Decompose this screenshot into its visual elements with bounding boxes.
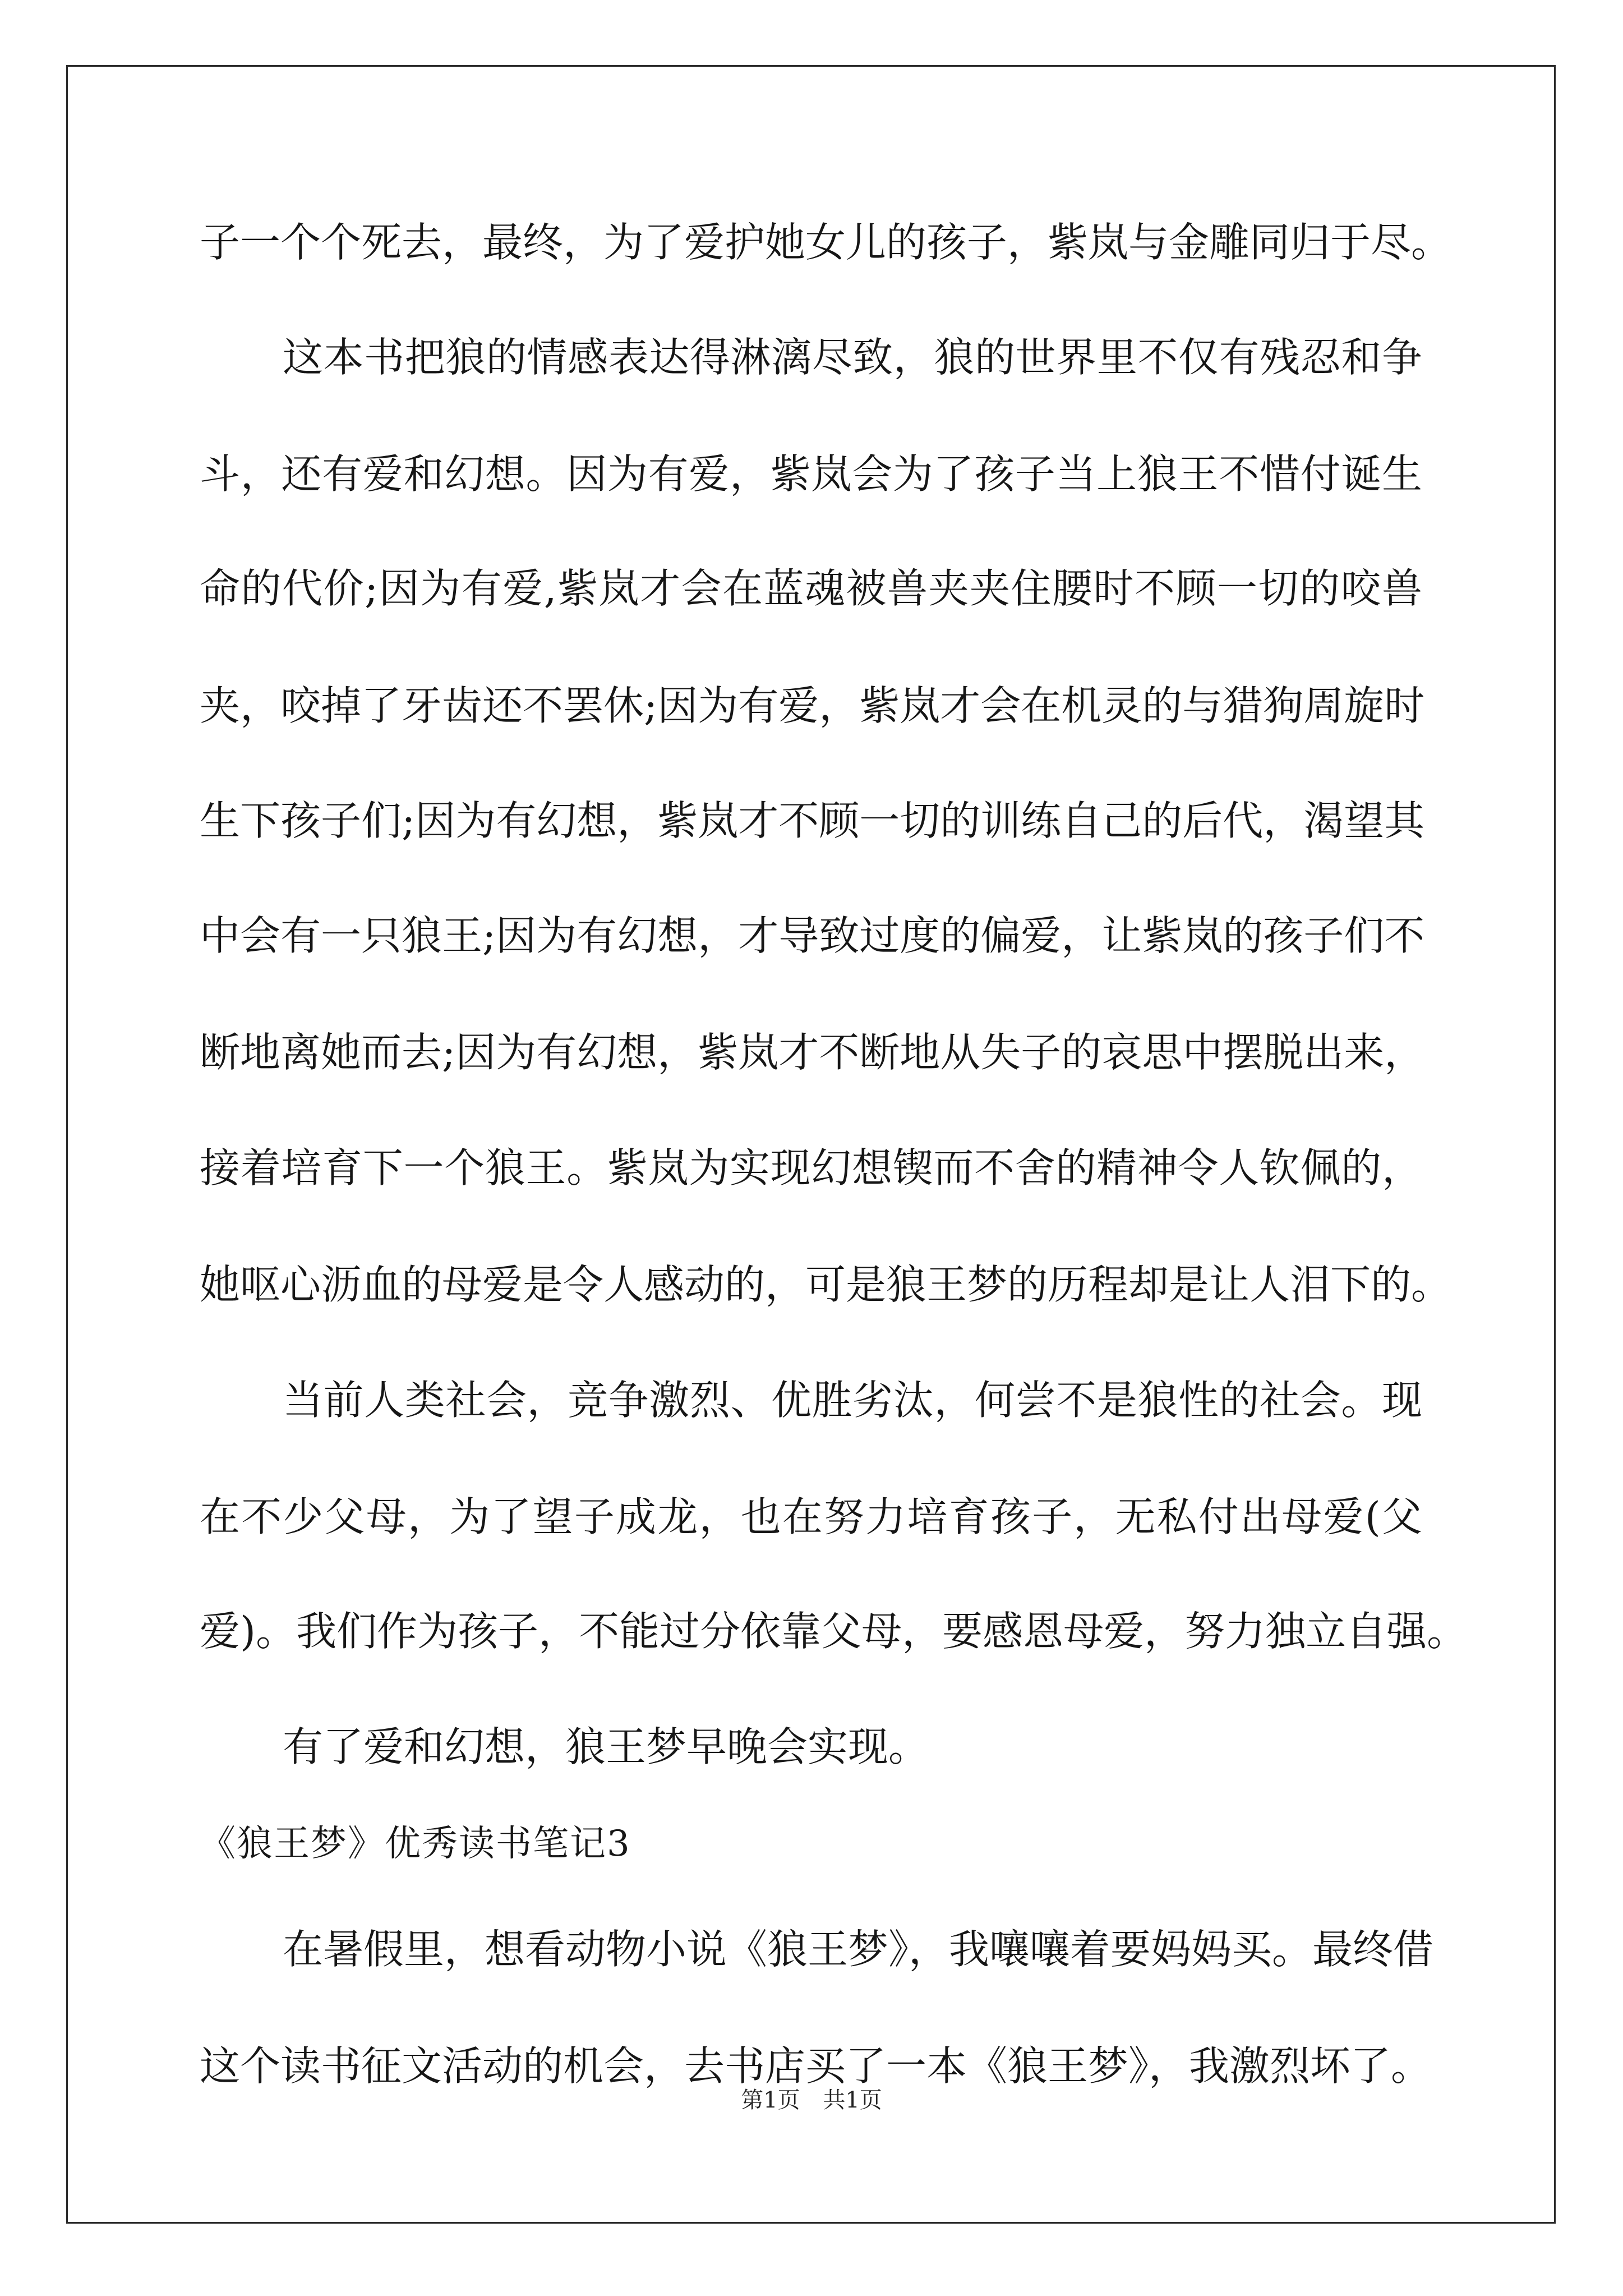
body-line-9: 接着培育下一个狼王。紫岚为实现幻想锲而不舍的精神令人钦佩的， (200, 1144, 1422, 1191)
page-total: 共1页 (823, 2087, 882, 2113)
body-line-2: 这本书把狼的情感表达得淋漓尽致，狼的世界里不仅有残忍和争 (283, 334, 1422, 381)
body-line-4: 命的代价;因为有爱,紫岚才会在蓝魂被兽夹夹住腰时不顾一切的咬兽 (200, 565, 1422, 612)
body-line-16: 这个读书征文活动的机会，去书店买了一本《狼王梦》，我激烈坏了。 (200, 2042, 1432, 2090)
body-line-5: 夹，咬掉了牙齿还不罢休;因为有爱，紫岚才会在机灵的与猎狗周旋时 (200, 682, 1425, 729)
body-line-8: 断地离她而去;因为有幻想，紫岚才不断地从失子的哀思中摆脱出来， (200, 1029, 1425, 1076)
section-heading: 《狼王梦》优秀读书笔记3 (200, 1823, 631, 1865)
body-line-11: 当前人类社会，竞争激烈、优胜劣汰，何尝不是狼性的社会。现 (283, 1377, 1422, 1424)
body-line-15: 在暑假里，想看动物小说《狼王梦》，我嚷嚷着要妈妈买。最终借 (283, 1926, 1434, 1973)
body-line-13: 爱)。我们作为孩子，不能过分依靠父母，要感恩母爱，努力独立自强。 (200, 1608, 1468, 1655)
body-line-10: 她呕心沥血的母爱是令人感动的，可是狼王梦的历程却是让人泪下的。 (200, 1261, 1452, 1308)
page-footer (0, 2082, 1623, 2118)
body-line-3: 斗，还有爱和幻想。因为有爱，紫岚会为了孩子当上狼王不惜付诞生 (200, 450, 1422, 498)
body-line-7: 中会有一只狼王;因为有幻想，才导致过度的偏爱，让紫岚的孩子们不 (200, 912, 1425, 959)
body-line-1: 子一个个死去，最终，为了爱护她女儿的孩子，紫岚与金雕同归于尽。 (200, 219, 1452, 266)
page-number: 第1页 (741, 2087, 800, 2113)
body-line-6: 生下孩子们;因为有幻想，紫岚才不顾一切的训练自己的后代，渴望其 (200, 797, 1425, 844)
body-line-12: 在不少父母，为了望子成龙，也在努力培育孩子，无私付出母爱(父 (200, 1493, 1422, 1540)
body-line-14: 有了爱和幻想，狼王梦早晚会实现。 (283, 1723, 929, 1770)
